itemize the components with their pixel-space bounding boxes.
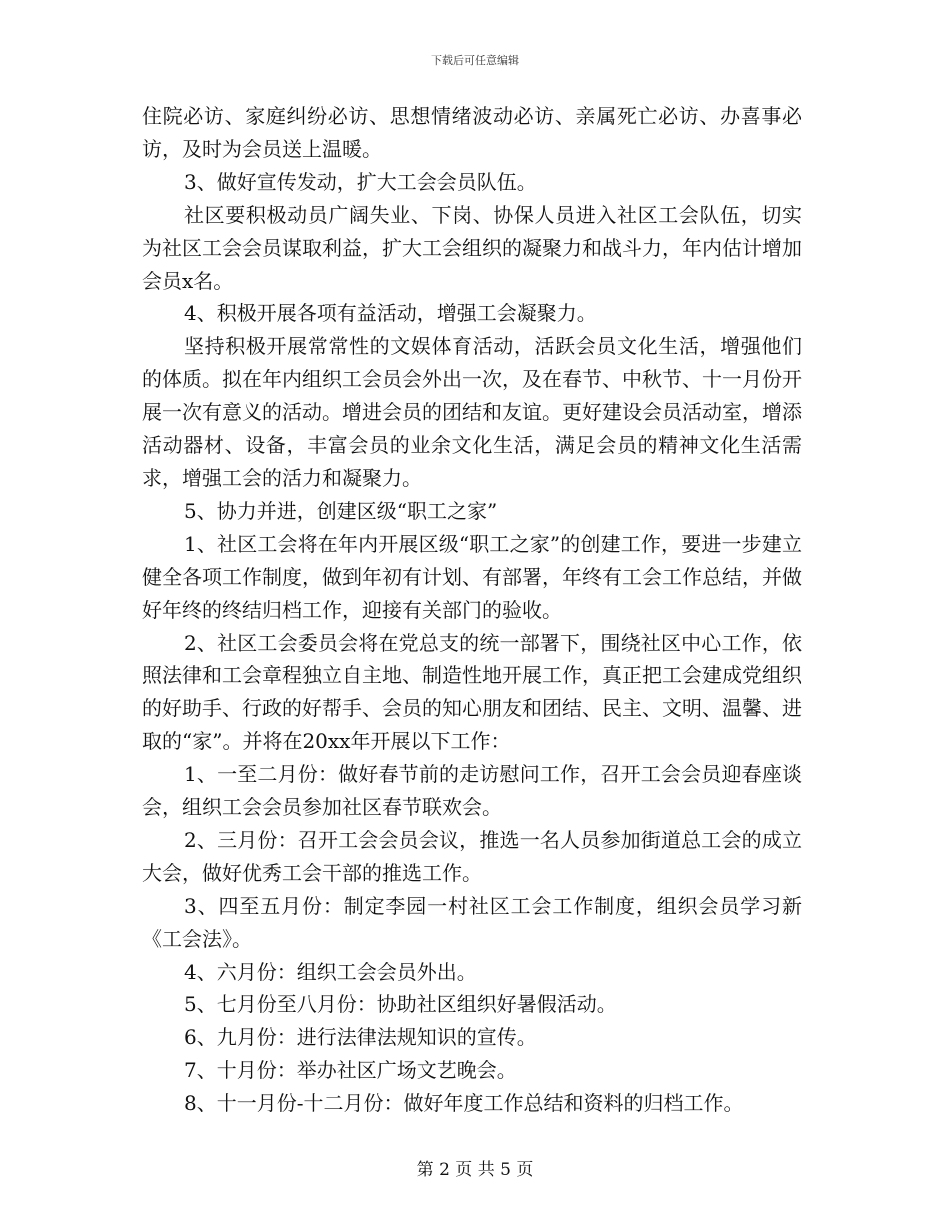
paragraph: 住院必访、家庭纠纷必访、思想情绪波动必访、亲属死亡必访、办喜事必访，及时为会员送上温暖。 — [142, 104, 802, 161]
page-header: 下载后可任意编辑 — [431, 54, 519, 67]
section-heading: 5、协力并进，创建区级“职工之家” — [184, 498, 498, 523]
page-number: 第 2 页 共 5 页 — [416, 1160, 534, 1180]
list-item: 5、七月份至八月份：协助社区组织好暑假活动。 — [184, 992, 617, 1017]
list-item: 8、十一月份-十二月份：做好年度工作总结和资料的归档工作。 — [184, 1091, 744, 1116]
section-heading: 3、做好宣传发动，扩大工会会员队伍。 — [184, 169, 537, 194]
paragraph: 1、社区工会将在年内开展区级“职工之家”的创建工作，要进一步建立健全各项工作制度，做到年初有计划、有部署，年终有工会工作总结，并做好年终的终结归档工作，迎接有关部门的验收。 — [142, 531, 802, 622]
list-item: 3、四至五月份：制定李园一村社区工会工作制度，组织会员学习新《工会法》。 — [142, 893, 802, 951]
paragraph: 2、社区工会委员会将在党总支的统一部署下，围绕社区中心工作，依照法律和工会章程独立自主地、制造性地开展工作，真正把工会建成党组织的好助手、行政的好帮手、会员的知心朋友和团结、民主、文明、温馨、进取的“家”。并将在20xx年开展以下工作： — [142, 630, 802, 754]
list-item: 7、十月份：举办社区广场文艺晚会。 — [184, 1058, 517, 1083]
list-item: 4、六月份：组织工会会员外出。 — [184, 959, 477, 984]
paragraph: 社区要积极动员广阔失业、下岗、协保人员进入社区工会队伍，切实为社区工会会员谋取利益，扩大工会组织的凝聚力和战斗力，年内估计增加会员x名。 — [142, 202, 802, 293]
list-item: 1、一至二月份：做好春节前的走访慰问工作，召开工会会员迎春座谈会，组织工会会员参加社区春节联欢会。 — [142, 762, 802, 820]
document-body — [142, 100, 802, 1120]
paragraph: 坚持积极开展常常性的文娱体育活动，活跃会员文化生活，增强他们的体质。拟在年内组织工会员会外出一次，及在春节、中秋节、十一月份开展一次有意义的活动。增进会员的团结和友谊。更好建设会员活动室，增添活动器材、设备，丰富会员的业余文化生活，满足会员的精神文化生活需求，增强工会的活力和凝聚力。 — [142, 334, 802, 490]
list-item: 2、三月份：召开工会会员会议，推选一名人员参加街道总工会的成立大会，做好优秀工会干部的推选工作。 — [142, 827, 802, 885]
section-heading: 4、积极开展各项有益活动，增强工会凝聚力。 — [184, 301, 597, 326]
list-item: 6、九月份：进行法律法规知识的宣传。 — [184, 1025, 537, 1050]
